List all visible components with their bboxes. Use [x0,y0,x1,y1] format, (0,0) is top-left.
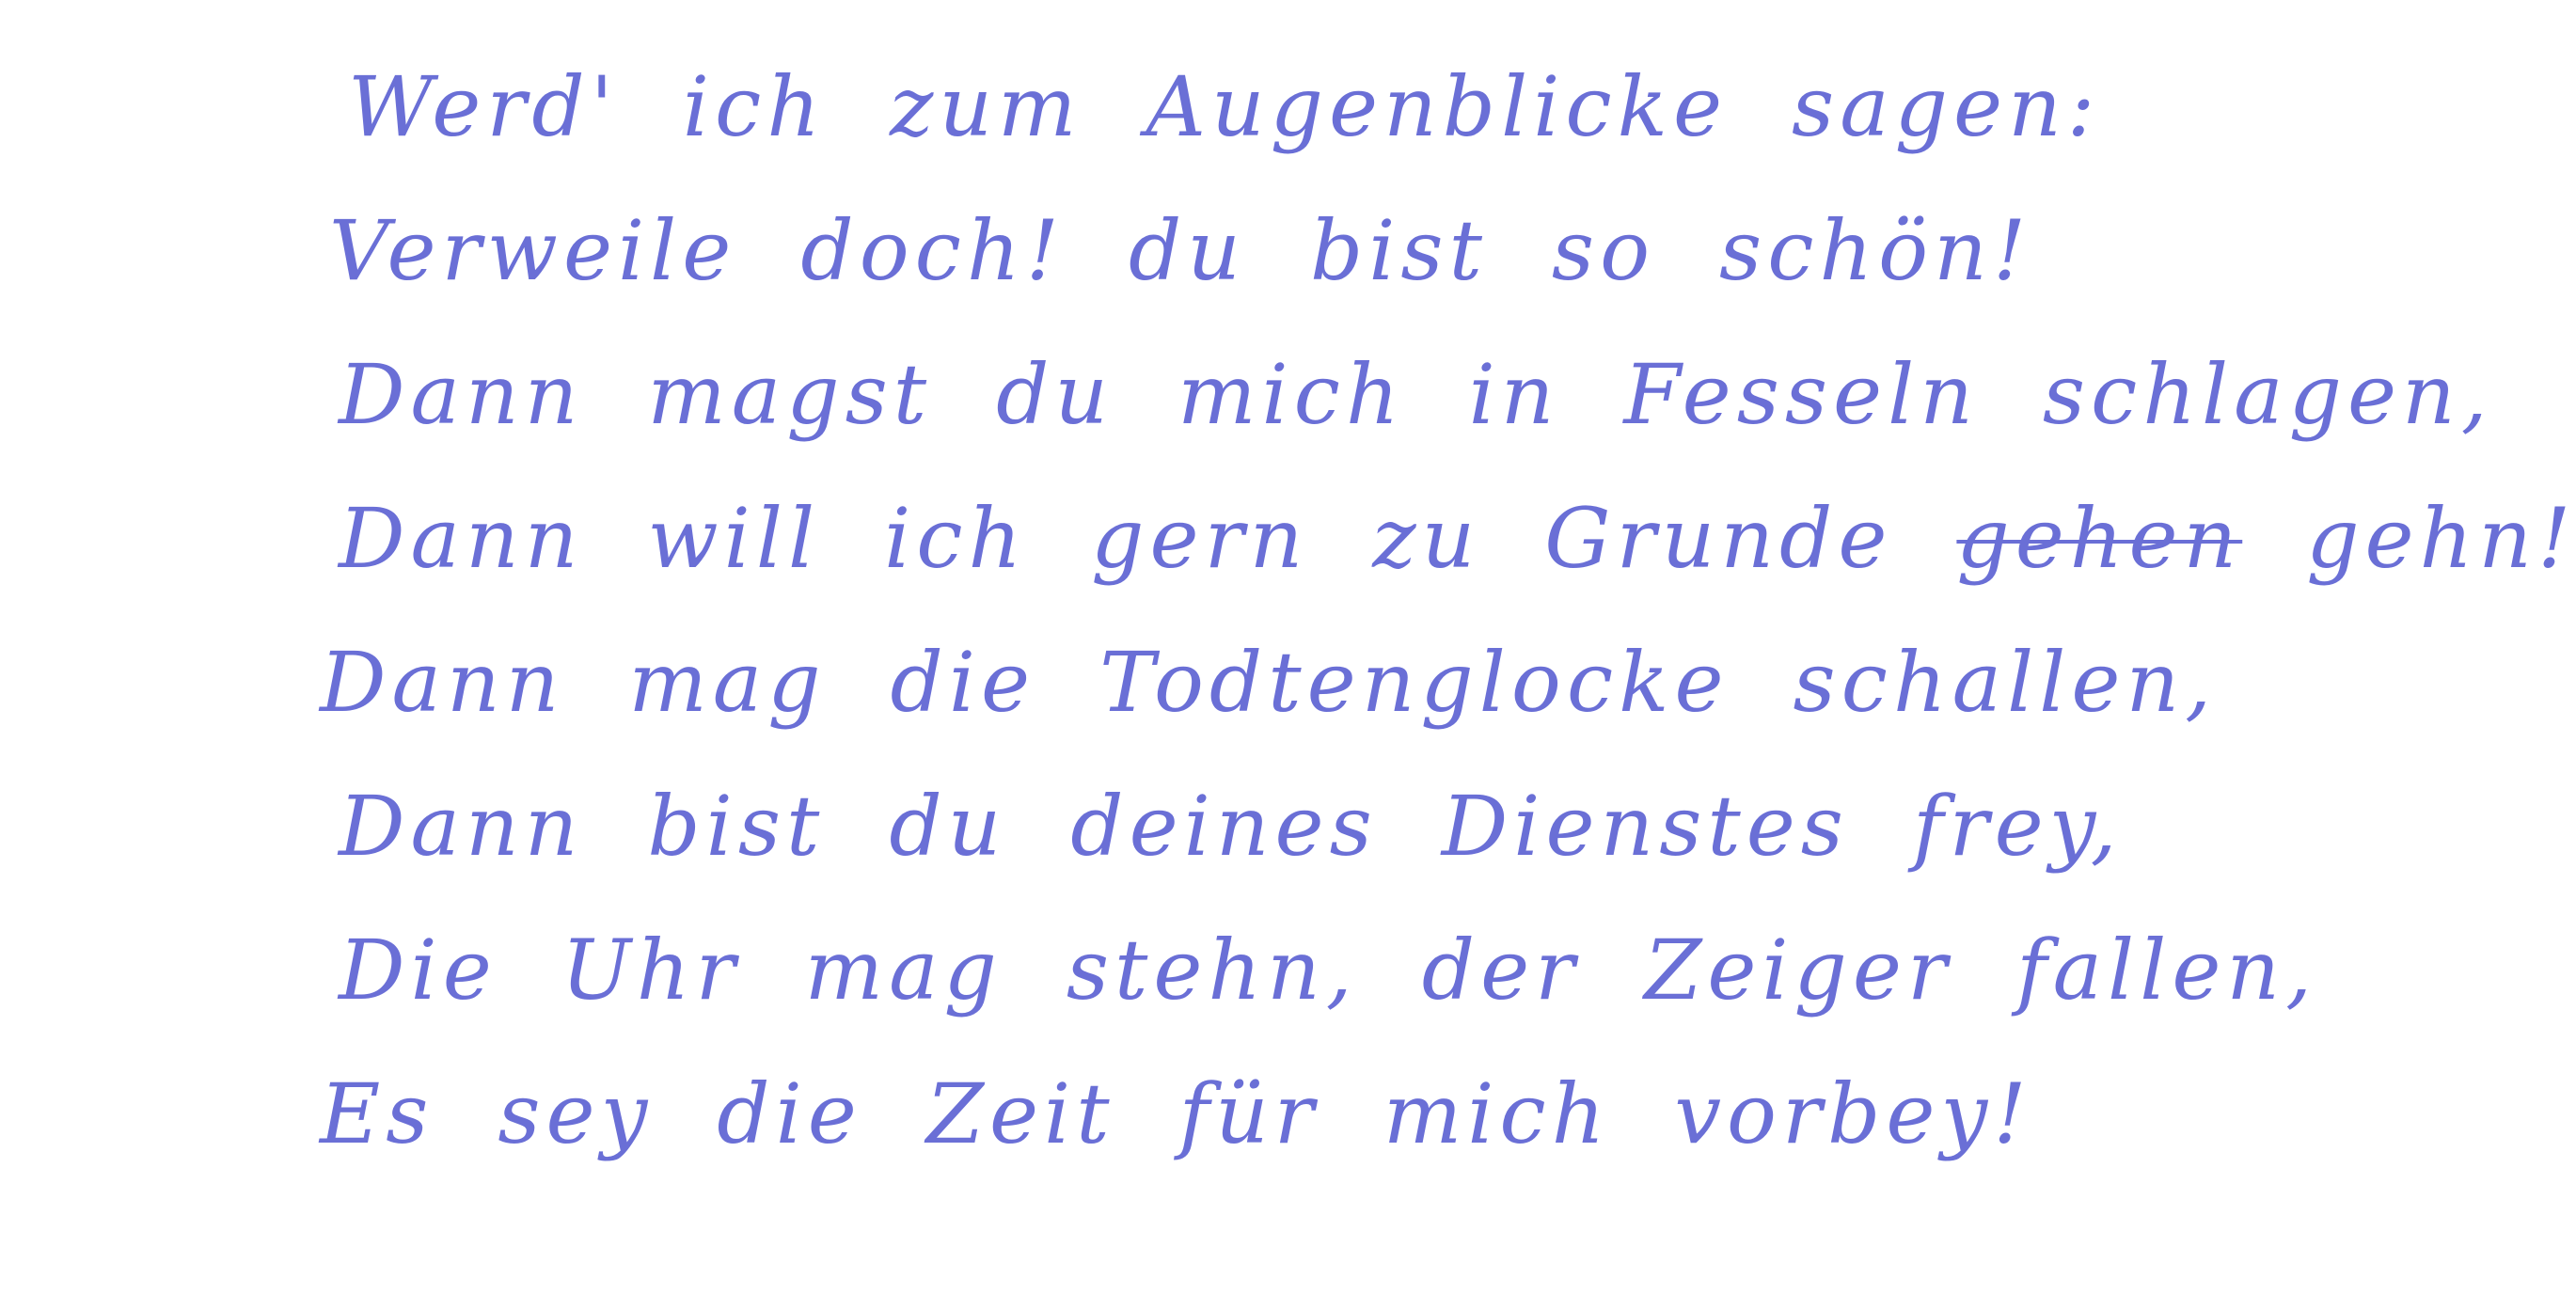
handwritten-poem [320,58,2576,1217]
poem-line-8: Es sey die Zeit für mich vorbey! [320,1065,2032,1162]
poem-line-7: Die Uhr mag stehn, der Zeiger fallen, [339,922,2318,1018]
poem-line-6: Dann bist du deines Dienstes frey, [339,778,2123,875]
poem-line-3: Dann magst du mich in Fesseln schlagen, [339,346,2493,443]
poem-line-4-start: Dann will ich gern zu Grunde [339,490,1957,587]
poem-line-1: Werd' ich zum Augenblicke sagen: [348,58,2101,155]
poem-line-4-end: gehn! [2242,490,2576,587]
struck-out-word: gehen [1956,490,2243,587]
poem-line-5: Dann mag die Todtenglocke schallen, [320,634,2218,731]
poem-line-4 [320,490,2576,641]
poem-line-2: Verweile doch! du bist so schön! [329,202,2032,299]
